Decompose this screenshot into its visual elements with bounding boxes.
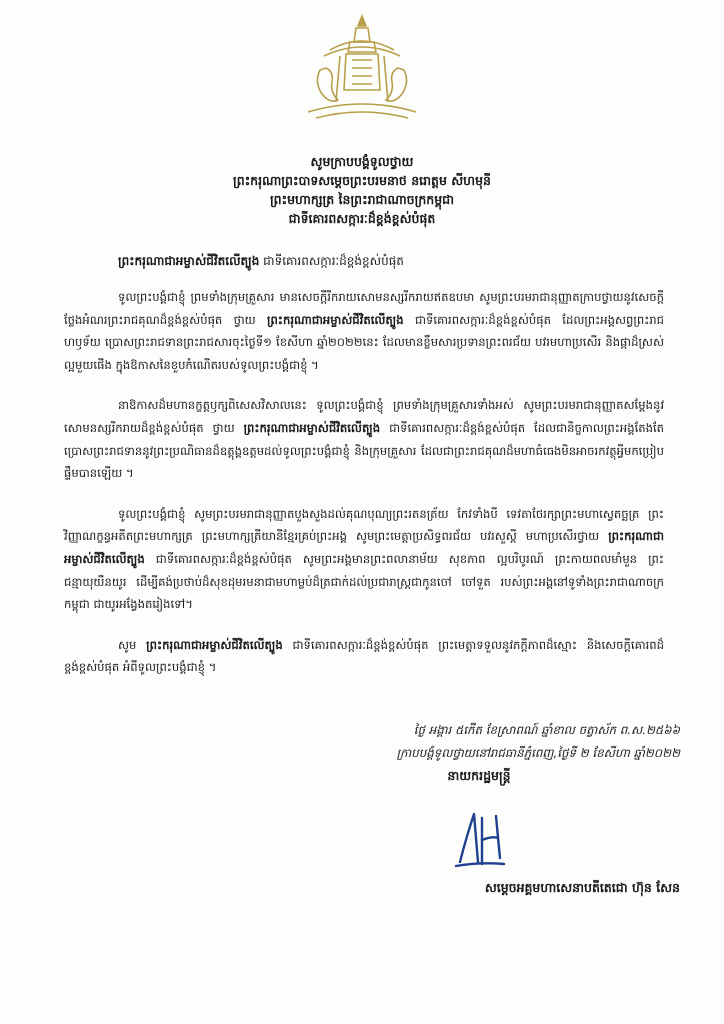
- salutation: [64, 252, 664, 270]
- paragraph-2-text-a: នាឱកាសដ៏មហានក្ខត្តឫក្សពិសេសវិសាលនេះ ទូលព្រះបង្គំជាខ្ញុំ ព្រមទាំងក្រុមគ្រួសារទាំងអស់ សូមព្រះបរមរាជានុញ្ញាតសម្តែងនូវសោមនស្សរីករាយដ៏ខ្ពង់ខ្ពស់បំផុត ថ្វាយ: [64, 398, 664, 435]
- header-line-3: ព្រះមហាក្សត្រ នៃព្រះរាជាណាចក្រកម្ពុជា: [269, 192, 455, 207]
- date-solar: ក្រាបបង្គំទូលថ្វាយនៅរាជធានីភ្នំពេញ,ថ្ងៃទី ២ ខែសីហា ឆ្នាំ២០២២: [396, 746, 680, 760]
- paragraph-3-royal-name: ព្រះករុណាជាអម្ចាស់ជីវិតលើត្បូង: [64, 529, 665, 566]
- letter-date: [300, 719, 680, 765]
- paragraph-3-text-a: ទូលព្រះបង្គំជាខ្ញុំ សូមព្រះបរមរាជានុញ្ញាតបួងសួងដល់គុណបុណ្យព្រះរតនត្រ័យ កែវទាំងបី ទេវតាថែរក្សាព្រះមហាស្វេតច្ឆត្រ ព្រះវិញ្ញាណក្ខន្ធអតីតព្រះមហាក្សត្រ ព្រះមហាក្សត្រីយានីខ្មែរគ្រប់ព្រះអង្គ សូមព្រះមេត្តាប្រសិទ្ធពរជ័យ បវរសួស្តី មហាប្រសើរថ្វាយ: [64, 506, 664, 544]
- date-lunar: ថ្ងៃ អង្គារ ៥កើត ខែស្រាពណ៍ ឆ្នាំខាល ចត្វាស័ក ព.ស.២៥៦៦: [413, 723, 680, 737]
- paragraph-3: [64, 503, 664, 616]
- paragraph-1: [64, 286, 664, 376]
- paragraph-1-text-a: ទូលព្រះបង្គំជាខ្ញុំ ព្រមទាំងក្រុមគ្រួសារ មានសេចក្តីរីករាយសោមនស្សរីករាយឥតឧបមា សូមព្រះបរមរាជានុញ្ញាតក្រាបថ្វាយនូវសេចក្តីថ្លែងអំណរព្រះរាជគុណដ៏ខ្ពង់ខ្ពស់បំផុត ថ្វាយ: [64, 290, 664, 327]
- paragraph-2-royal-name: ព្រះករុណាជាអម្ចាស់ជីវិតលើត្បូង: [243, 420, 381, 435]
- royal-arms-emblem: [300, 12, 424, 124]
- paragraph-1-royal-name: ព្រះករុណាជាអម្ចាស់ជីវិតលើត្បូង: [267, 312, 404, 327]
- signatory-name: សម្តេចអគ្គមហាសេនាបតីតេជោ ហ៊ុន សែន: [484, 880, 680, 895]
- paragraph-1-text-b: ជាទីគោរពសក្ការៈដ៏ខ្ពង់ខ្ពស់បំផុត ដែលព្រះអង្គសព្វព្រះរាជហឫទ័យ ប្រោសព្រះរាជទានព្រះរាជសារចុះថ្ងៃទី១ ខែសីហា ឆ្នាំ២០២២នេះ ដែលមានខ្លឹមសារប្រទានព្រះពរជ័យ បវរមហាប្រសើរ និងផ្កាដ៏ស្រស់ល្អមួយផើង ក្នុងឱកាសនៃខួបកំណើតរបស់ទូលព្រះបង្គំជាខ្ញុំ ។: [64, 312, 665, 372]
- paragraph-2-text-b: ជាទីគោរពសក្ការៈដ៏ខ្ពង់ខ្ពស់បំផុត ដែលជានិច្ចកាលព្រះអង្គតែងតែ ប្រោសព្រះរាជទាននូវព្រះប្រណិធានដ៏ឧត្តុង្គឧត្តមដល់ទូលព្រះបង្គំជាខ្ញុំ និងក្រុមគ្រួសារ ដែលជាព្រះរាជគុណដ៏មហាធំធេងមិនអាចរកវត្ថុអ្វីមកប្រៀបផ្ទឹមបានឡើយ ។: [64, 420, 665, 481]
- letter-body: [64, 252, 664, 697]
- signatory-title: នាយករដ្ឋមន្ត្រី: [447, 768, 511, 783]
- paragraph-4-royal-name: ព្រះករុណាជាអម្ចាស់ជីវិតលើត្បូង: [146, 637, 283, 652]
- header-line-1: សូមក្រាបបង្គំទូលថ្វាយ: [310, 154, 414, 169]
- header-line-4: ជាទីគោរពសក្ការៈដ៏ខ្ពង់ខ្ពស់បំផុត: [288, 211, 436, 226]
- salutation-royal-name: ព្រះករុណាជាអម្ចាស់ជីវិតលើត្បូង: [118, 254, 260, 268]
- header-line-2: ព្រះករុណាព្រះបាទសម្តេចព្រះបរមនាថ នរោត្តម សីហមុនី: [233, 173, 491, 188]
- paragraph-3-text-b: ជាទីគោរពសក្ការៈដ៏ខ្ពង់ខ្ពស់បំផុត សូមព្រះអង្គមានព្រះពលានាម័យ សុខភាព ល្អបរិបូរណ៍ ព្រះកាយពលមាំមួន ព្រះជន្មាយុយឺនយូរ ដើម្បីគង់ប្រថាប់ដ៏សុខដុមរមនាជាមហាម្លប់ដ៏ត្រជាក់ដល់ប្រជារាស្ត្រជាកូនចៅ ចៅទួត របស់ព្រះអង្គនៅទូទាំងព្រះរាជាណាចក្រកម្ពុជា ជាយូរអង្វែងតរៀងទៅ។: [64, 551, 664, 612]
- paragraph-2: [64, 394, 664, 484]
- paragraph-4-text-a: សូម: [118, 637, 137, 652]
- paragraph-4-text-b: ជាទីគោរពសក្ការៈដ៏ខ្ពង់ខ្ពស់បំផុត ព្រះមេត្តាទទួលនូវភក្តីភាពដ៏ស្មោះ និងសេចក្តីគោរពដ៏ខ្ពង់ខ្ពស់បំផុត អំពីទូលព្រះបង្គំជាខ្ញុំ ។: [64, 637, 665, 675]
- handwritten-signature: [452, 808, 508, 868]
- salutation-suffix: ជាទីគោរពសក្ការៈដ៏ខ្ពង់ខ្ពស់បំផុត: [263, 254, 404, 268]
- letter-header: [150, 152, 574, 228]
- paragraph-4: [64, 634, 664, 679]
